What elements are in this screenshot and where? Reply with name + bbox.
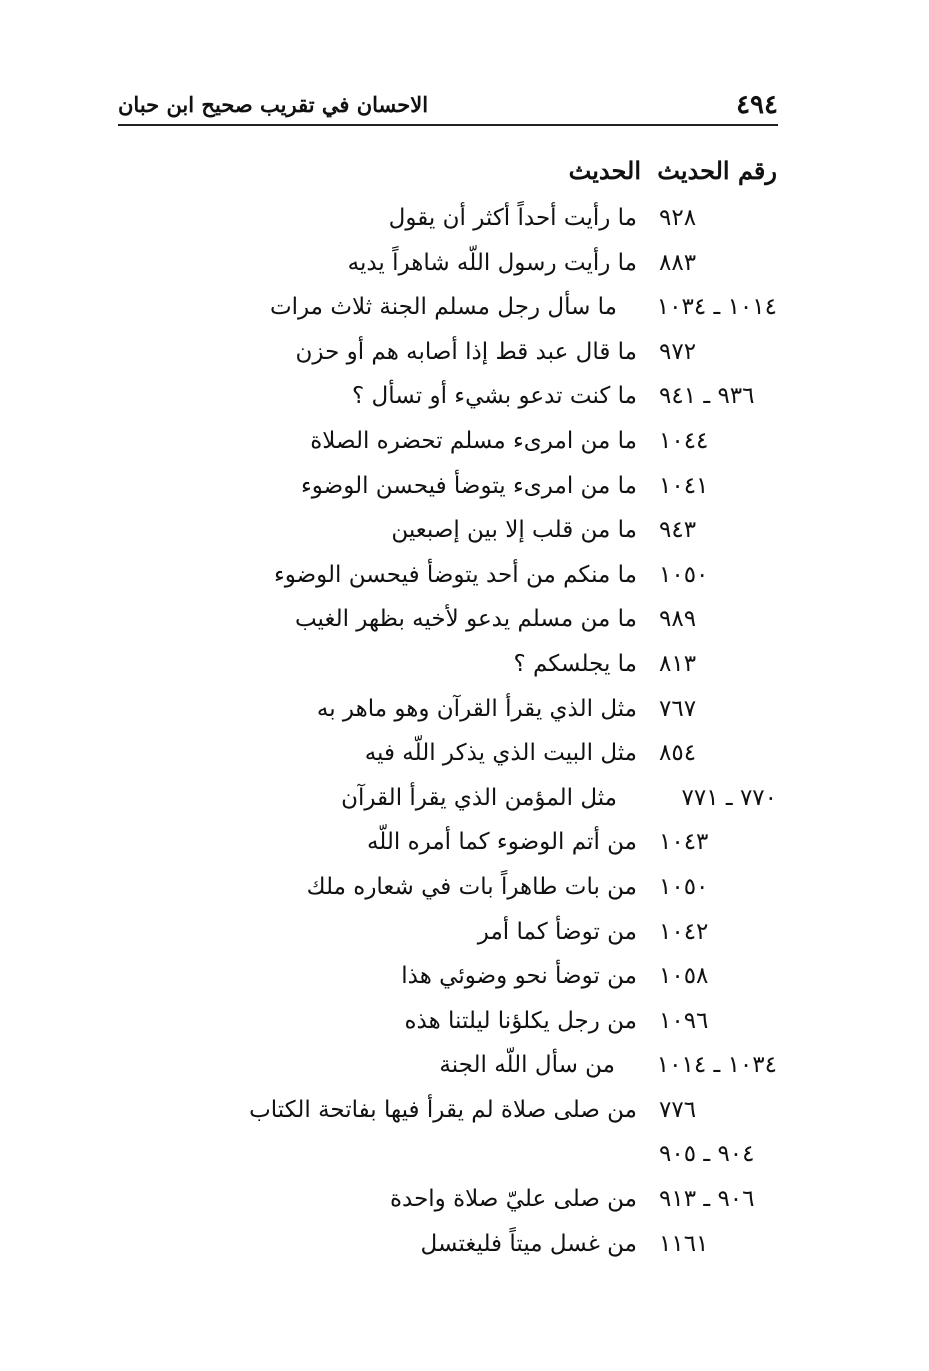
hadith-number: ١٠٥٨: [659, 963, 709, 990]
hadith-text: ما منكم من أحد يتوضأ فيحسن الوضوء: [273, 561, 637, 588]
hadith-text: من رجل يكلؤنا ليلتنا هذه: [404, 1007, 637, 1034]
hadith-text: ما قال عبد قط إذا أصابه هم أو حزن: [295, 338, 637, 365]
column-headers: [177, 156, 777, 192]
hadith-text: من توضأ كما أمر: [477, 918, 637, 945]
hadith-number: ٩٤٣: [659, 517, 697, 544]
hadith-text: ما من امرىء مسلم تحضره الصلاة: [310, 427, 637, 454]
hadith-text: مثل المؤمن الذي يقرأ القرآن: [341, 784, 617, 811]
index-entry: [137, 1141, 777, 1186]
index-entry: [137, 829, 777, 874]
hadith-number: ٧٦٧: [659, 695, 697, 722]
hadith-number: ٩٨٩: [659, 606, 697, 633]
hadith-text: من توضأ نحو وضوئي هذا: [401, 963, 637, 990]
index-entry: [137, 1052, 777, 1097]
hadith-number: ٩٠٤ ـ ٩٠٥: [659, 1141, 755, 1168]
column-header-hadith: الحديث: [568, 156, 641, 185]
index-entry: [137, 517, 777, 562]
hadith-text: ما يجلسكم ؟: [513, 650, 637, 677]
page-number: ٤٩٤: [736, 90, 778, 120]
index-entry: [137, 606, 777, 651]
book-title: الاحسان في تقريب صحيح ابن حبان: [118, 92, 429, 117]
hadith-text: ما سأل رجل مسلم الجنة ثلاث مرات: [269, 294, 617, 321]
hadith-text: من بات طاهراً بات في شعاره ملك: [306, 873, 637, 900]
hadith-number: ٩٧٢: [659, 338, 697, 365]
index-entry: [137, 740, 777, 785]
index-entry: [137, 696, 777, 741]
index-entry: [137, 1008, 777, 1053]
hadith-number: ١٠٤٣: [659, 829, 709, 856]
hadith-number: ١٠٩٦: [659, 1007, 709, 1034]
hadith-text: ما رأيت رسول اللّه شاهراً يديه: [347, 249, 637, 276]
hadith-number: ٨٨٣: [659, 249, 697, 276]
index-entry: [137, 785, 777, 830]
index-entry: [137, 1186, 777, 1231]
index-entry: [137, 383, 777, 428]
hadith-text: ما من مسلم يدعو لأخيه بظهر الغيب: [294, 606, 637, 633]
index-entry: [137, 562, 777, 607]
running-header: [118, 88, 778, 126]
hadith-text: ما رأيت أحداً أكثر أن يقول: [388, 205, 637, 231]
hadith-number: ١١٦١: [659, 1230, 709, 1257]
index-entry: [137, 339, 777, 384]
index-entry: [137, 294, 777, 339]
hadith-number: ١٠٥٠: [659, 561, 709, 588]
hadith-text: ما من امرىء يتوضأ فيحسن الوضوء: [300, 472, 637, 499]
hadith-text: مثل البيت الذي يذكر اللّه فيه: [364, 740, 637, 767]
hadith-text: ما كنت تدعو بشيء أو تسأل ؟: [352, 383, 637, 410]
hadith-text: من سأل اللّه الجنة: [439, 1052, 615, 1079]
hadith-number: ١٠٤١: [659, 472, 709, 499]
hadith-number: ٩٢٨: [659, 205, 697, 231]
index-entry: [137, 963, 777, 1008]
index-entry: [137, 428, 777, 473]
hadith-number: ٧٧٦: [659, 1096, 697, 1123]
index-entry: [137, 1097, 777, 1142]
hadith-text: من صلى عليّ صلاة واحدة: [389, 1186, 637, 1213]
hadith-text: من صلى صلاة لم يقرأ فيها بفاتحة الكتاب: [249, 1096, 637, 1123]
hadith-number: ١٠٤٤: [659, 427, 709, 454]
index-entry: [137, 473, 777, 518]
hadith-number: ٧٧٠ ـ ٧٧١: [681, 784, 777, 811]
index-entry: [137, 874, 777, 919]
hadith-text: من أتم الوضوء كما أمره اللّه: [366, 829, 637, 856]
index-entry: [137, 919, 777, 964]
hadith-number: ١٠٥٠: [659, 873, 709, 900]
hadith-text: مثل الذي يقرأ القرآن وهو ماهر به: [316, 695, 637, 722]
index-entry: [137, 205, 777, 250]
index-entry: [137, 1231, 777, 1276]
index-entry: [137, 651, 777, 696]
hadith-number: ١٠٤٢: [659, 918, 709, 945]
hadith-index-list: [137, 205, 777, 1275]
hadith-number: ١٠٣٤ ـ ١٠١٤: [656, 1052, 777, 1079]
hadith-number: ٨٥٤: [659, 740, 697, 767]
hadith-number: ٨١٣: [659, 650, 697, 677]
hadith-number: ٩٣٦ ـ ٩٤١: [659, 383, 755, 410]
hadith-text: من غسل ميتاً فليغتسل: [420, 1230, 637, 1257]
hadith-number: ١٠١٤ ـ ١٠٣٤: [656, 294, 777, 321]
column-header-number: رقم الحديث: [657, 156, 777, 185]
hadith-number: ٩٠٦ ـ ٩١٣: [659, 1186, 755, 1213]
hadith-text: ما من قلب إلا بين إصبعين: [391, 517, 637, 544]
index-entry: [137, 250, 777, 295]
